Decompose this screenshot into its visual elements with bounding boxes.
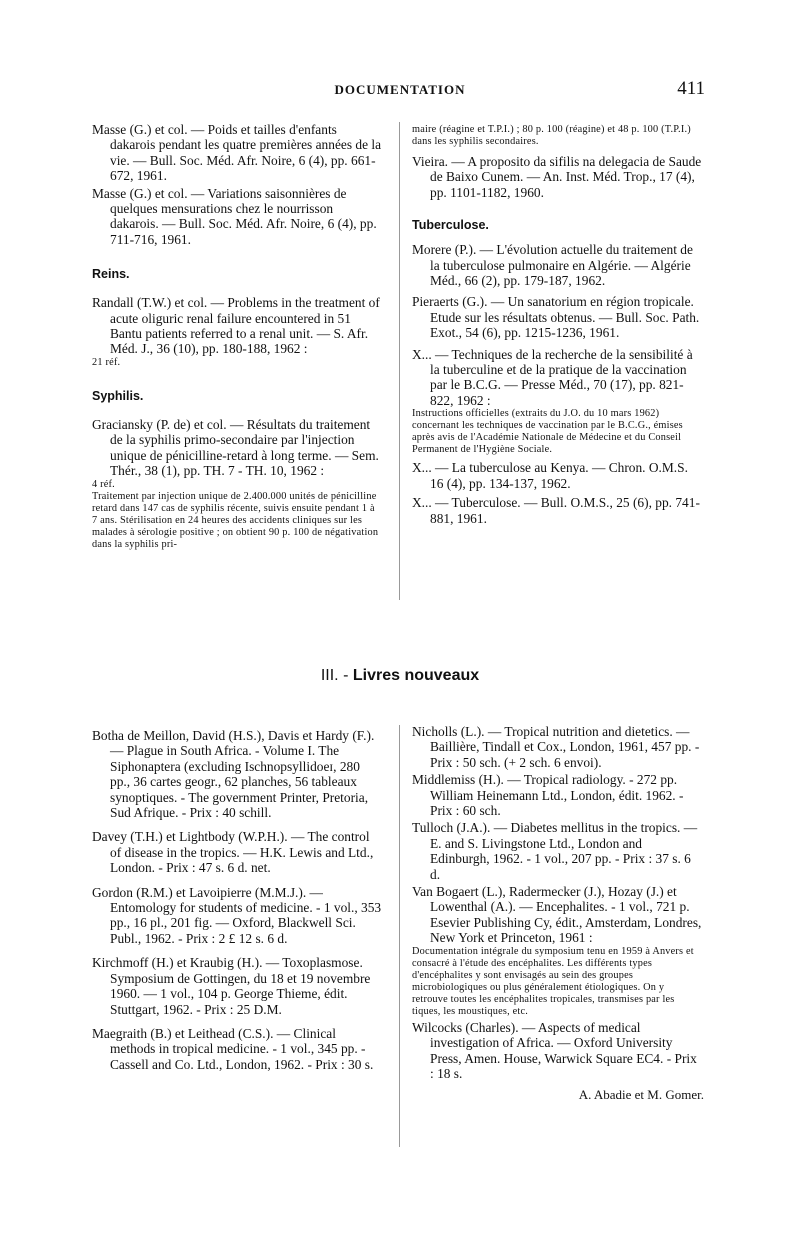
column-divider-top [399,122,400,600]
section-heading: Livres nouveaux [352,667,480,684]
heading-tuberculose: Tuberculose. [412,218,489,233]
book-botha: Botha de Meillon, David (H.S.), Davis et Hardy (F.). — Plague in South Africa. - Volume I. The Siphonaptera (excluding Ischnopsyllidoeɪ, 280 pp., 36 cartes geogr., 62 planches, 56 tableaux synoptiques. - The government Printer, Pretoria, Sud Afrique. - Prix : 40 schill. [92,728,375,821]
section-number: III. - [320,667,349,684]
note-syphilis-continued: maire (réagine et T.P.I.) ; 80 p. 100 (réagine) et 48 p. 100 (T.P.I.) dans les syphilis secondaires. [412,124,691,147]
bottom-left-column [92,728,382,1072]
reference-pieraerts: Pieraerts (G.). — Un sanatorium en région tropicale. Etude sur les résultats obtenus. — Bull. Soc. Path. Exot., 54 (6), pp. 1215-1236, 1961. [412,294,700,341]
reference-masse-2: Masse (G.) et col. — Variations saisonnières de quelques mensurations chez le nourrisson dakarois. — Bull. Soc. Méd. Afr. Noire, 6 (4), pp. 711-716, 1961. [92,185,377,247]
book-wilcocks: Wilcocks (Charles). — Aspects of medical investigation of Africa. — Oxford University Press, Amen. House, Warwick Square EC4. - Prix : 18 s. [412,1019,697,1081]
heading-reins: Reins. [92,267,130,282]
reference-graciansky: Graciansky (P. de) et col. — Résultats du traitement de la syphilis primo-secondaire par l'injection unique de pénicilline-retard à long terme. — Sem. Thér., 38 (1), pp. TH. 7 - TH. 10, 1962 : [92,416,379,479]
book-nicholls: Nicholls (L.). — Tropical nutrition and dietetics. — Baillière, Tindall et Cox., London, 1961, 457 pp. - Prix : 50 sch. (+ 2 sch. 6 envoi). [412,724,700,770]
book-kirchmoff: Kirchmoff (H.) et Kraubig (H.). — Toxoplasmose. Symposium de Gottingen, du 18 et 19 novembre 1960. — 1 vol., 104 p. George Thieme, édit. Stuttgart, 1962. - Prix : 25 D.M. [92,955,371,1017]
note-x-bcg: Instructions officielles (extraits du J.O. du 10 mars 1962) concernant les techniques de vaccination par le B.C.G., émises après avis de l'Académie Nationale de Médecine et du Conseil Permanent de l'Hygiène Sociale. [412,408,683,456]
note-randall: 21 réf. [92,356,121,368]
book-maegraith: Maegraith (B.) et Leithead (C.S.). — Clinical methods in tropical medicine. - 1 vol., 345 pp. - Cassell and Co. Ltd., London, 1962. - Prix : 30 s. [92,1025,374,1072]
signature: A. Abadie et M. Gomer. [578,1087,704,1103]
book-middlemiss: Middlemiss (H.). — Tropical radiology. - 272 pp. William Heinemann Ltd., London, édit. 1962. - Prix : 60 sch. [412,772,684,819]
column-divider-bottom [399,725,400,1147]
reference-randall: Randall (T.W.) et col. — Problems in the treatment of acute oliguric renal failure encountered in 51 Bantu patients referred to a renal unit. — S. Afr. Méd. J., 36 (10), pp. 180-188, 1962 : [92,295,380,357]
reference-x-bcg: X... — Techniques de la recherche de la sensibilité à la tuberculine et de la pratique de la vaccination par le B.C.G. — Presse Méd., 70 (17), pp. 821-822, 1962 : [412,346,693,408]
top-left-column [92,122,382,551]
reference-morere: Morere (P.). — L'évolution actuelle du traitement de la tuberculose pulmonaire en Algérie. — Algérie Méd., 66 (2), pp. 179-187, 1962. [412,242,693,289]
note-van-bogaert: Documentation intégrale du symposium tenu en 1959 à Anvers et consacré à l'étude des encéphalites. Les différents types d'encéphalites y sont envisagés au sein des groupes microbiologiques ou plus généralement étiologiques. On y retrouve toutes les encéphalites tropicales, transmises par les tiques, les moustiques, etc. [412,945,694,1017]
book-gordon: Gordon (R.M.) et Lavoipierre (M.M.J.). — Entomology for students of medicine. - 1 vol., 353 pp., 16 pl., 201 fig. — Oxford, Blackwell Sci. Publ., 1962. - Prix : 2 £ 12 s. 6 d. [92,884,382,946]
reference-x-kenya: X... — La tuberculose au Kenya. — Chron. O.M.S. 16 (4), pp. 134-137, 1962. [412,460,688,491]
book-davey: Davey (T.H.) et Lightbody (W.P.H.). — The control of disease in the tropics. — H.K. Lewis and Ltd., London. - Prix : 47 s. 6 d. net. [92,829,374,876]
book-van-bogaert: Van Bogaert (L.), Radermecker (J.), Hozay (J.) et Lowenthal (A.). — Encephalites. - 1 vol., 721 p. Esevier Publishing Cy, édit., Amsterdam, Londres, New York et Princeton, 1961 : [412,884,702,946]
reference-masse-1: Masse (G.) et col. — Poids et tailles d'enfants dakarois pendant les quatre premières années de la vie. — Bull. Soc. Méd. Afr. Noire, 6 (4), pp. 661-672, 1961. [92,122,382,184]
book-tulloch: Tulloch (J.A.). — Diabetes mellitus in the tropics. — E. and S. Livingstone Ltd., London and Edinburgh, 1962. - 1 vol., 207 pp. - Prix : 37 s. 6 d. [412,820,698,882]
bottom-right-column [412,724,702,1116]
section-title [0,667,800,685]
note-graciansky-summary: Traitement par injection unique de 2.400.000 unités de pénicilline retard dans 147 cas de syphilis récente, suivis ensuite pendant 1 à 7 ans. Stérilisation en 24 heures des accidents cliniques sur les malades à sérologie positive ; on obtient 90 p. 100 de négativation dans la syphilis pri- [92,490,379,550]
top-right-column [412,124,702,526]
reference-x-oms: X... — Tuberculose. — Bull. O.M.S., 25 (6), pp. 741-881, 1961. [412,495,700,526]
reference-vieira: Vieira. — A proposito da sifilis na delegacia de Saude de Baixo Cunem. — An. Inst. Méd. Trop., 17 (4), pp. 1101-1182, 1960. [412,154,702,200]
heading-syphilis: Syphilis. [92,388,144,403]
running-header: DOCUMENTATION [334,82,466,97]
page-number: 411 [677,78,705,99]
note-graciansky-refs: 4 réf. [92,478,115,490]
